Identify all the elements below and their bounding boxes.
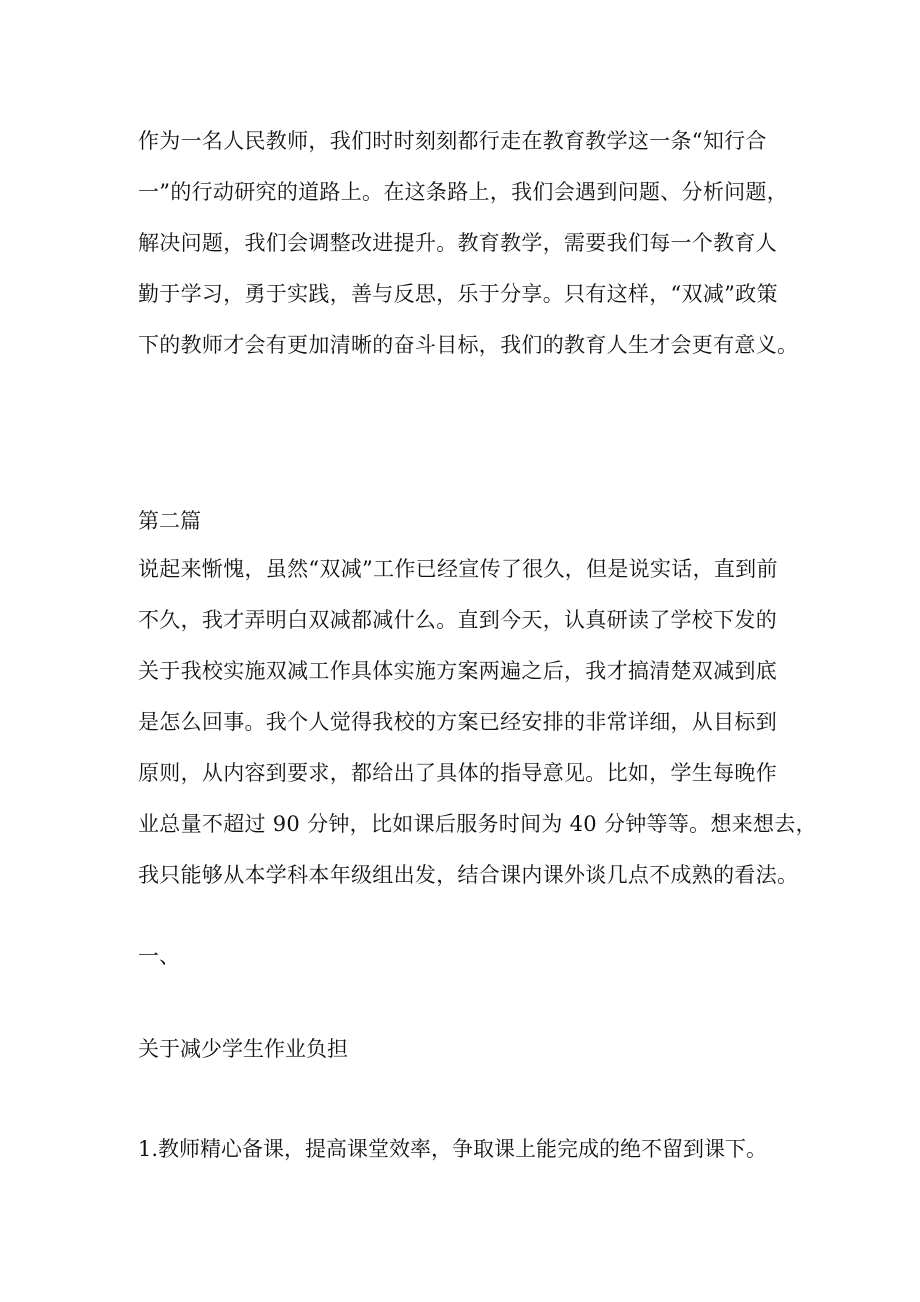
paragraph-1: [138, 116, 818, 371]
paragraph-line: 原则，从内容到要求，都给出了具体的指导意见。比如，学生每晚作: [138, 761, 777, 785]
paragraph-line: 说起来惭愧，虽然“双减”工作已经宣传了很久，但是说实话，直到前: [138, 557, 778, 581]
paragraph-line: 勤于学习，勇于实践，善与反思，乐于分享。只有这样，“双减”政策: [138, 282, 778, 306]
heading-one: 一、: [138, 944, 180, 968]
paragraph-line: 作为一名人民教师，我们时时刻刻都行走在教育教学这一条“知行合: [138, 129, 767, 153]
paragraph-line: 下的教师才会有更加清晰的奋斗目标，我们的教育人生才会更有意义。: [138, 333, 799, 357]
paragraph-line: 解决问题，我们会调整改进提升。教育教学，需要我们每一个教育人: [138, 231, 777, 255]
list-item-1: 1.教师精心备课，提高课堂效率，争取课上能完成的绝不留到课下。: [138, 1137, 768, 1161]
paragraph-line: 一”的行动研究的道路上。在这条路上，我们会遇到问题、分析问题，: [138, 180, 789, 204]
paragraph-2: [138, 544, 818, 901]
paragraph-line: 关于我校实施双减工作具体实施方案两遍之后，我才搞清楚双减到底: [138, 659, 777, 683]
paragraph-line: 不久，我才弄明白双减都减什么。直到今天，认真研读了学校下发的: [138, 608, 777, 632]
paragraph-line: 是怎么回事。我个人觉得我校的方案已经安排的非常详细，从目标到: [138, 710, 777, 734]
paragraph-line: 业总量不超过 90 分钟，比如课后服务时间为 40 分钟等等。想来想去，: [138, 812, 817, 836]
subheading: 关于减少学生作业负担: [138, 1037, 348, 1061]
paragraph-line: 我只能够从本学科本年级组出发，结合课内课外谈几点不成熟的看法。: [138, 863, 799, 887]
section-title: 第二篇: [138, 509, 201, 533]
